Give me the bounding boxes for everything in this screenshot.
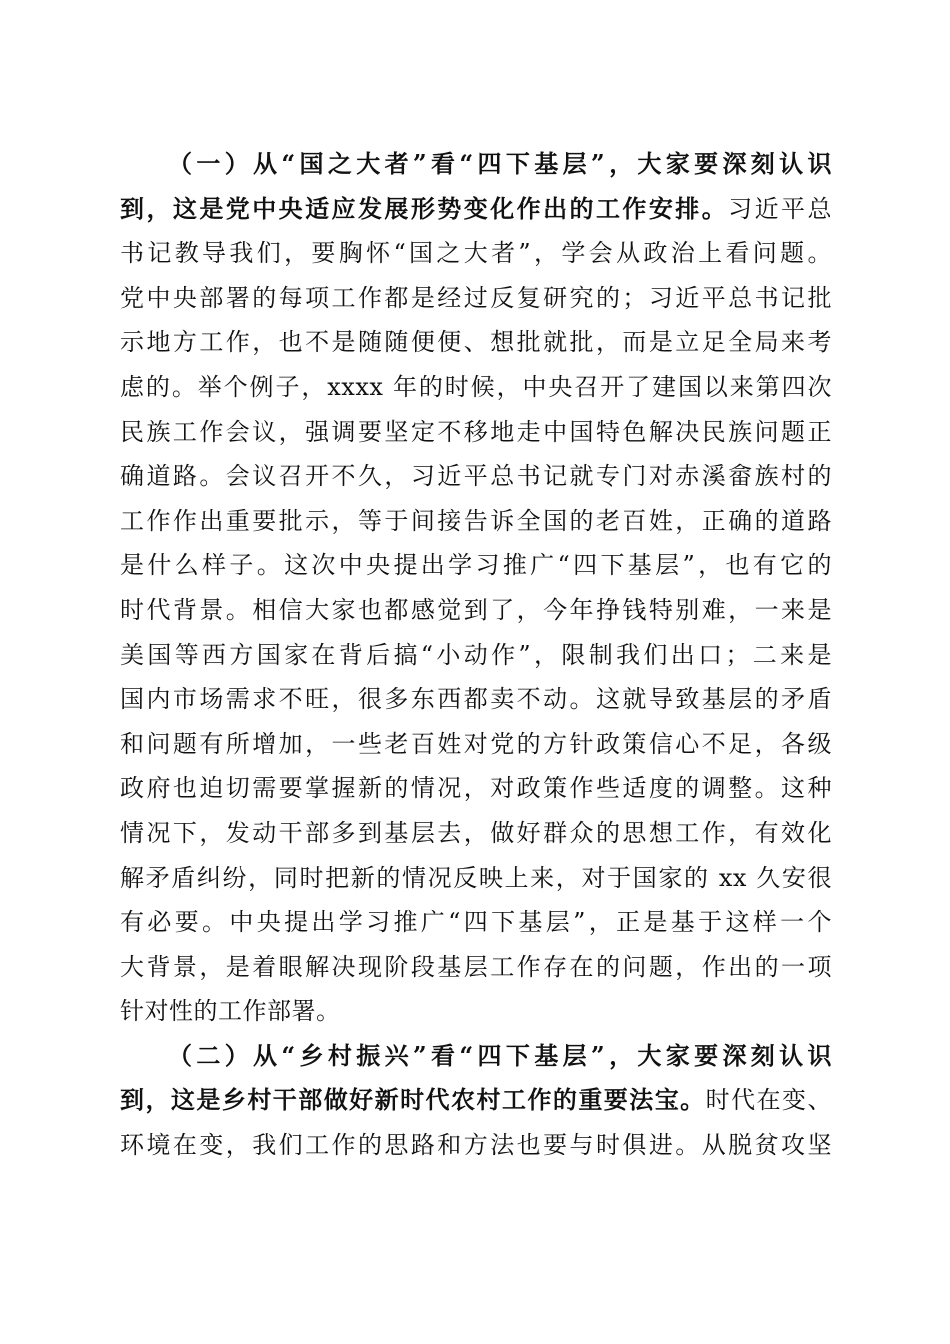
text-line: 党中央部署的每项工作都是经过反复研究的；习近平总书记批 bbox=[120, 283, 832, 312]
text-line: 环境在变，我们工作的思路和方法也要与时俱进。从脱贫攻坚 bbox=[120, 1131, 832, 1160]
text-line: 政府也迫切需要掌握新的情况，对政策作些适度的调整。这种 bbox=[120, 774, 832, 803]
text-line: 书记教导我们，要胸怀“国之大者”，学会从政治上看问题。 bbox=[120, 239, 832, 268]
text-line: 示地方工作，也不是随随便便、想批就批，而是立足全局来考 bbox=[120, 328, 832, 357]
text-line: 有必要。中央提出学习推广“四下基层”，正是基于这样一个 bbox=[120, 908, 832, 937]
plain-fragment: 习近平总 bbox=[728, 194, 832, 223]
text-line: 国内市场需求不旺，很多东西都卖不动。这就导致基层的矛盾 bbox=[120, 685, 832, 714]
plain-fragment: 时代在变、 bbox=[705, 1086, 833, 1115]
bold-heading-fragment: 到，这是党中央适应发展形势变化作出的工作安排。 bbox=[120, 193, 729, 223]
bold-heading-fragment: 到，这是乡村干部做好新时代农村工作的重要法宝。 bbox=[120, 1085, 706, 1115]
text-line: 是什么样子。这次中央提出学习推广“四下基层”，也有它的 bbox=[120, 551, 832, 580]
text-line: 虑的。举个例子，xxxx 年的时候，中央召开了建国以来第四次 bbox=[120, 372, 832, 401]
text-line: （一）从“国之大者”看“四下基层”，大家要深刻认识 bbox=[168, 149, 832, 178]
text-line: 情况下，发动干部多到基层去，做好群众的思想工作，有效化 bbox=[120, 818, 832, 847]
text-line bbox=[120, 1078, 832, 1123]
text-line: （二）从“乡村振兴”看“四下基层”，大家要深刻认识 bbox=[168, 1040, 832, 1070]
text-line: 确道路。会议召开不久，习近平总书记就专门对赤溪畲族村的 bbox=[120, 462, 832, 491]
text-line: 针对性的工作部署。 bbox=[120, 997, 341, 1026]
text-line: 工作作出重要批示，等于间接告诉全国的老百姓，正确的道路 bbox=[120, 506, 832, 535]
text-line: 大背景，是着眼解决现阶段基层工作存在的问题，作出的一项 bbox=[120, 952, 832, 981]
paragraph-section-one bbox=[120, 142, 832, 1034]
text-line: 美国等西方国家在背后搞“小动作”，限制我们出口；二来是 bbox=[120, 640, 832, 669]
text-line: 和问题有所增加，一些老百姓对党的方针政策信心不足，各级 bbox=[120, 729, 832, 758]
text-line: 时代背景。相信大家也都感觉到了，今年挣钱特别难，一来是 bbox=[120, 595, 832, 624]
body-text bbox=[120, 142, 832, 1168]
paragraph-section-two bbox=[120, 1034, 832, 1168]
text-line: 民族工作会议，强调要坚定不移地走中国特色解决民族问题正 bbox=[120, 417, 832, 446]
text-line: 解矛盾纠纷，同时把新的情况反映上来，对于国家的 xx 久安很 bbox=[120, 863, 832, 892]
text-line bbox=[120, 187, 832, 232]
